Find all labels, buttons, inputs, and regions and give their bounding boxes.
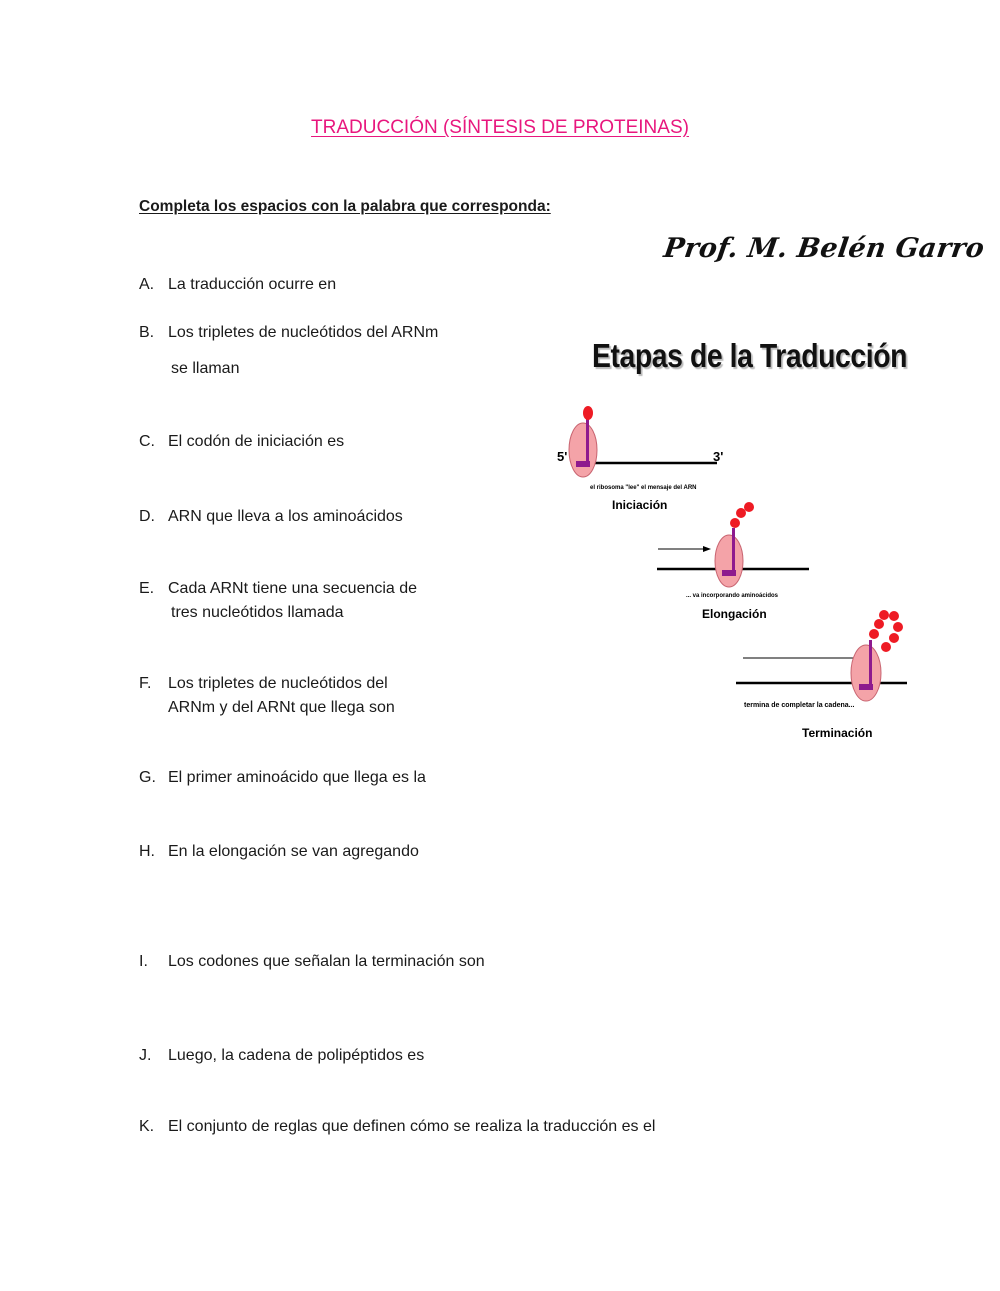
question-text: El primer aminoácido que llega es la [168, 769, 426, 786]
question-letter: F. [139, 675, 152, 692]
amino-acid [879, 610, 889, 620]
amino-acid [893, 622, 903, 632]
question-letter: J. [139, 1047, 152, 1064]
question-text: El codón de iniciación es [168, 433, 345, 450]
stage-caption: termina de completar la cadena... [744, 702, 855, 709]
question-line: tres nucleótidos llamada [171, 604, 344, 621]
question-text: El conjunto de reglas que definen cómo se realiza la traducción es el [168, 1118, 656, 1135]
trna-stem [732, 528, 735, 576]
question-letter: K. [139, 1118, 155, 1135]
question-letter: B. [139, 324, 155, 341]
stage-termination [736, 610, 907, 740]
question-letter: I. [139, 953, 148, 970]
question-text: ARN que lleva a los aminoácidos [168, 508, 403, 525]
question-line: Los tripletes de nucleótidos del ARNm [168, 324, 439, 341]
stage-initiation [557, 406, 723, 512]
question-line: Los tripletes de nucleótidos del [168, 675, 388, 692]
amino-acid [869, 629, 879, 639]
question-letter: G. [139, 769, 156, 786]
amino-acid [744, 502, 754, 512]
amino-acid [583, 406, 593, 420]
question-text: En la elongación se van agregando [168, 843, 419, 860]
amino-acid [881, 642, 891, 652]
page-title: TRADUCCIÓN (SÍNTESIS DE PROTEINAS) [311, 117, 689, 138]
ribosome-icon [715, 535, 743, 587]
question-letter: D. [139, 508, 155, 525]
question-letter: H. [139, 843, 155, 860]
amino-acid [889, 633, 899, 643]
figure-title: Etapas de la Traducción [592, 337, 908, 374]
question-letter: A. [139, 276, 155, 293]
instructions: Completa los espacios con la palabra que corresponda: [139, 198, 551, 215]
question-text: Los codones que señalan la terminación son [168, 953, 485, 970]
arrow-head [703, 546, 711, 552]
question-line: ARNm y del ARNt que llega son [168, 699, 395, 716]
end-5-label: 5' [557, 449, 568, 464]
question-letter: E. [139, 580, 155, 597]
author-signature: Prof. M. Belén Garro [661, 233, 987, 264]
stage-elongation [657, 502, 809, 621]
question-text: La traducción ocurre en [168, 276, 337, 293]
trna-stem [869, 640, 872, 690]
stage-label: Elongación [702, 607, 767, 621]
amino-acid [736, 508, 746, 518]
stage-caption: ... va incorporando aminoácidos [686, 593, 779, 599]
ribosome-icon [569, 423, 597, 477]
trna-stem [586, 419, 589, 465]
amino-acid [874, 619, 884, 629]
amino-acid [889, 611, 899, 621]
stage-label: Iniciación [612, 498, 668, 512]
question-text: Luego, la cadena de polipéptidos es [168, 1047, 425, 1064]
end-3-label: 3' [713, 449, 724, 464]
question-letter: C. [139, 433, 155, 450]
question-line: se llaman [171, 360, 240, 377]
stage-caption: el ribosoma "lee" el mensaje del ARN [590, 485, 697, 491]
ribosome-icon [851, 645, 881, 701]
stage-label: Terminación [802, 726, 873, 740]
question-line: Cada ARNt tiene una secuencia de [168, 580, 418, 597]
amino-acid [730, 518, 740, 528]
